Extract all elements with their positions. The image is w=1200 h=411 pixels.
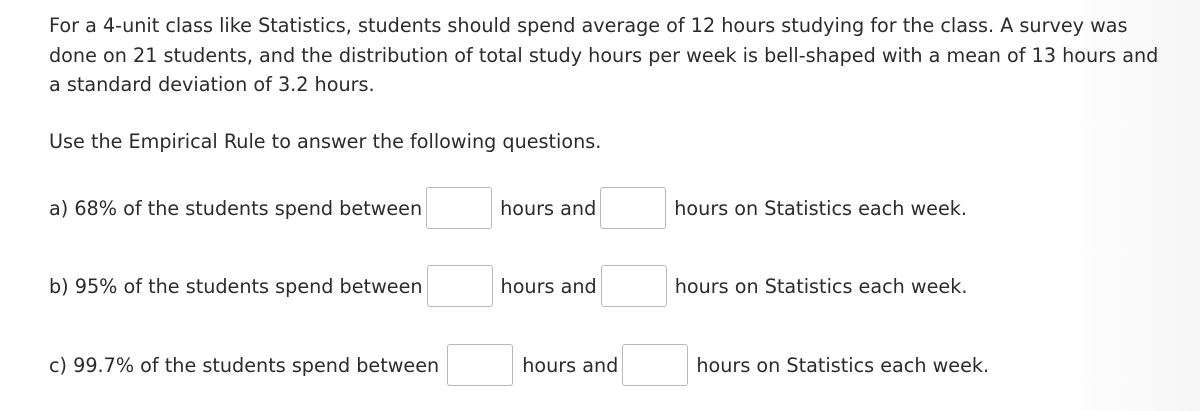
question-b-lower-answer-input[interactable]: [427, 265, 493, 307]
question-b-tail: hours on Statistics each week.: [674, 274, 968, 298]
question-a-upper-answer-input[interactable]: [600, 187, 666, 229]
instruction-text: Use the Empirical Rule to answer the following questions.: [49, 130, 602, 153]
question-c-upper-answer-input[interactable]: [622, 344, 688, 386]
question-b: [49, 264, 967, 308]
question-c-lower-answer-input[interactable]: [447, 344, 513, 386]
question-a-tail: hours on Statistics each week.: [674, 196, 968, 220]
question-c-mid-text: hours and: [522, 353, 619, 377]
question-a-mid-text: hours and: [500, 196, 597, 220]
question-b-lead: b) 95% of the students spend between: [49, 274, 423, 298]
question-b-mid-text: hours and: [500, 274, 597, 298]
question-c-tail: hours on Statistics each week.: [696, 353, 990, 377]
question-b-upper-answer-input[interactable]: [601, 265, 667, 307]
question-c: [49, 343, 989, 387]
question-c-lead: c) 99.7% of the students spend between: [49, 353, 440, 377]
question-a-lead: a) 68% of the students spend between: [49, 196, 423, 220]
question-a: [49, 186, 967, 230]
problem-statement: For a 4-unit class like Statistics, students should spend average of 12 hours studying for the class. A survey was done on 21 students, and the distribution of total study hours per week is bell-shaped with a mean of 13 hours and a standard deviation of 3.2 hours.: [49, 14, 1159, 96]
question-a-lower-answer-input[interactable]: [426, 187, 492, 229]
